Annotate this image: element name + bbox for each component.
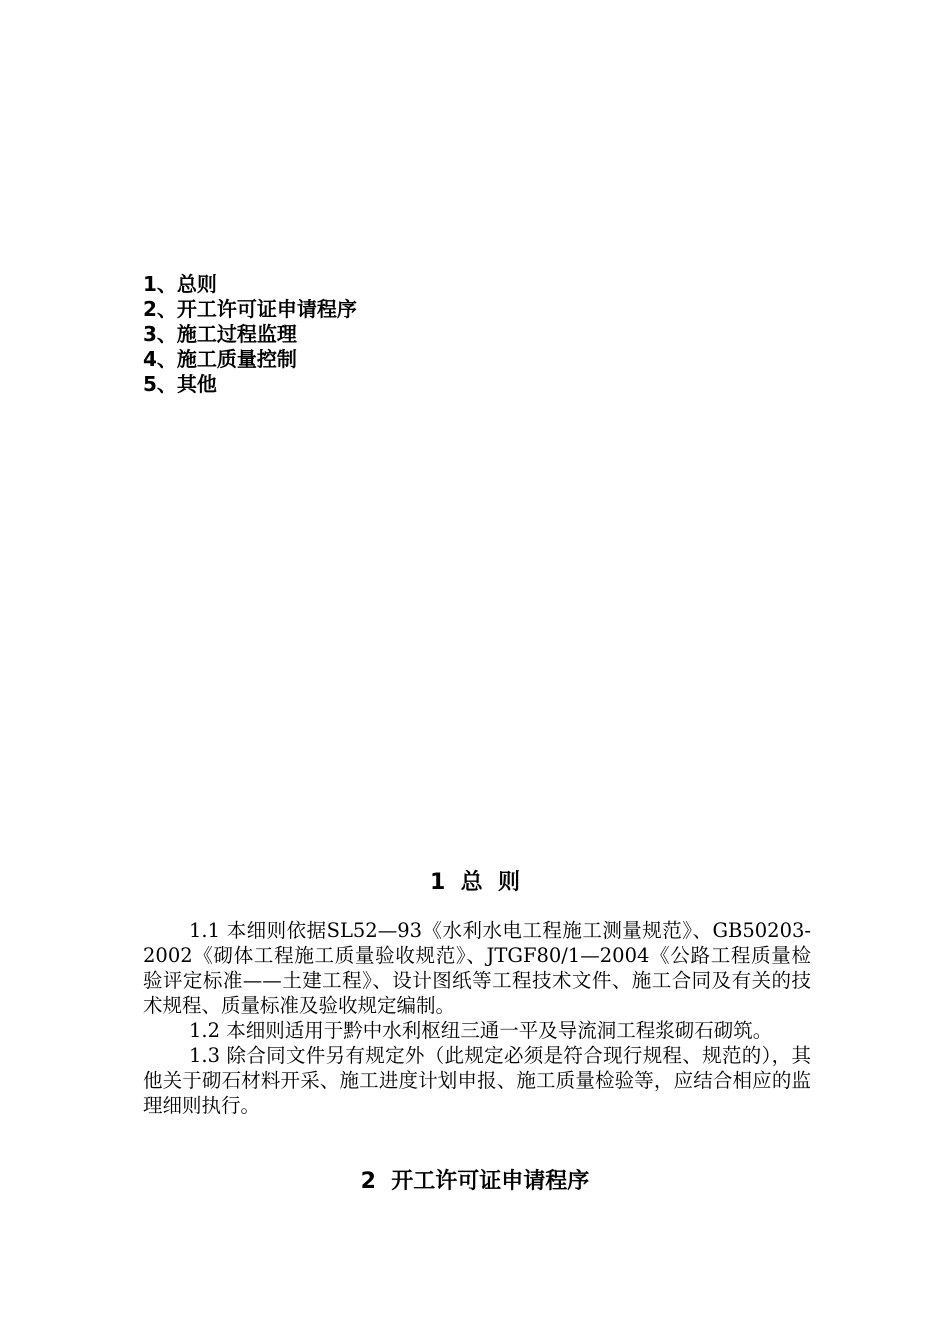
paragraph-1-3: 1.3 除合同文件另有规定外（此规定必须是符合现行规程、规范的），其他关于砌石材料开采、施工进度计划申报、施工质量检验等，应结合相应的监理细则执行。 [143,1044,811,1117]
toc-item-process-supervision: 3、施工过程监理 [143,322,297,346]
toc-item-general: 1、总则 [143,272,217,296]
section-1-heading: 1 总 则 [430,870,520,895]
paragraph-1-2: 1.2 本细则适用于黔中水利枢纽三通一平及导流洞工程浆砌石砌筑。 [189,1019,773,1042]
section-1-body [143,918,811,1118]
table-of-contents [143,272,543,397]
paragraph-1-1: 1.1 本细则依据SL52—93《水利水电工程施工测量规范》、GB50203-2002《砌体工程施工质量验收规范》、JTGF80/1—2004《公路工程质量检验评定标准——土建工程》、设计图纸等工程技术文件、施工合同及有关的技术规程、质量标准及验收规定编制。 [143,919,811,1017]
section-2-heading: 2 开工许可证申请程序 [360,1169,590,1194]
toc-item-permit-procedure: 2、开工许可证申请程序 [143,297,357,321]
toc-item-other: 5、其他 [143,372,217,396]
toc-item-quality-control: 4、施工质量控制 [143,347,297,371]
